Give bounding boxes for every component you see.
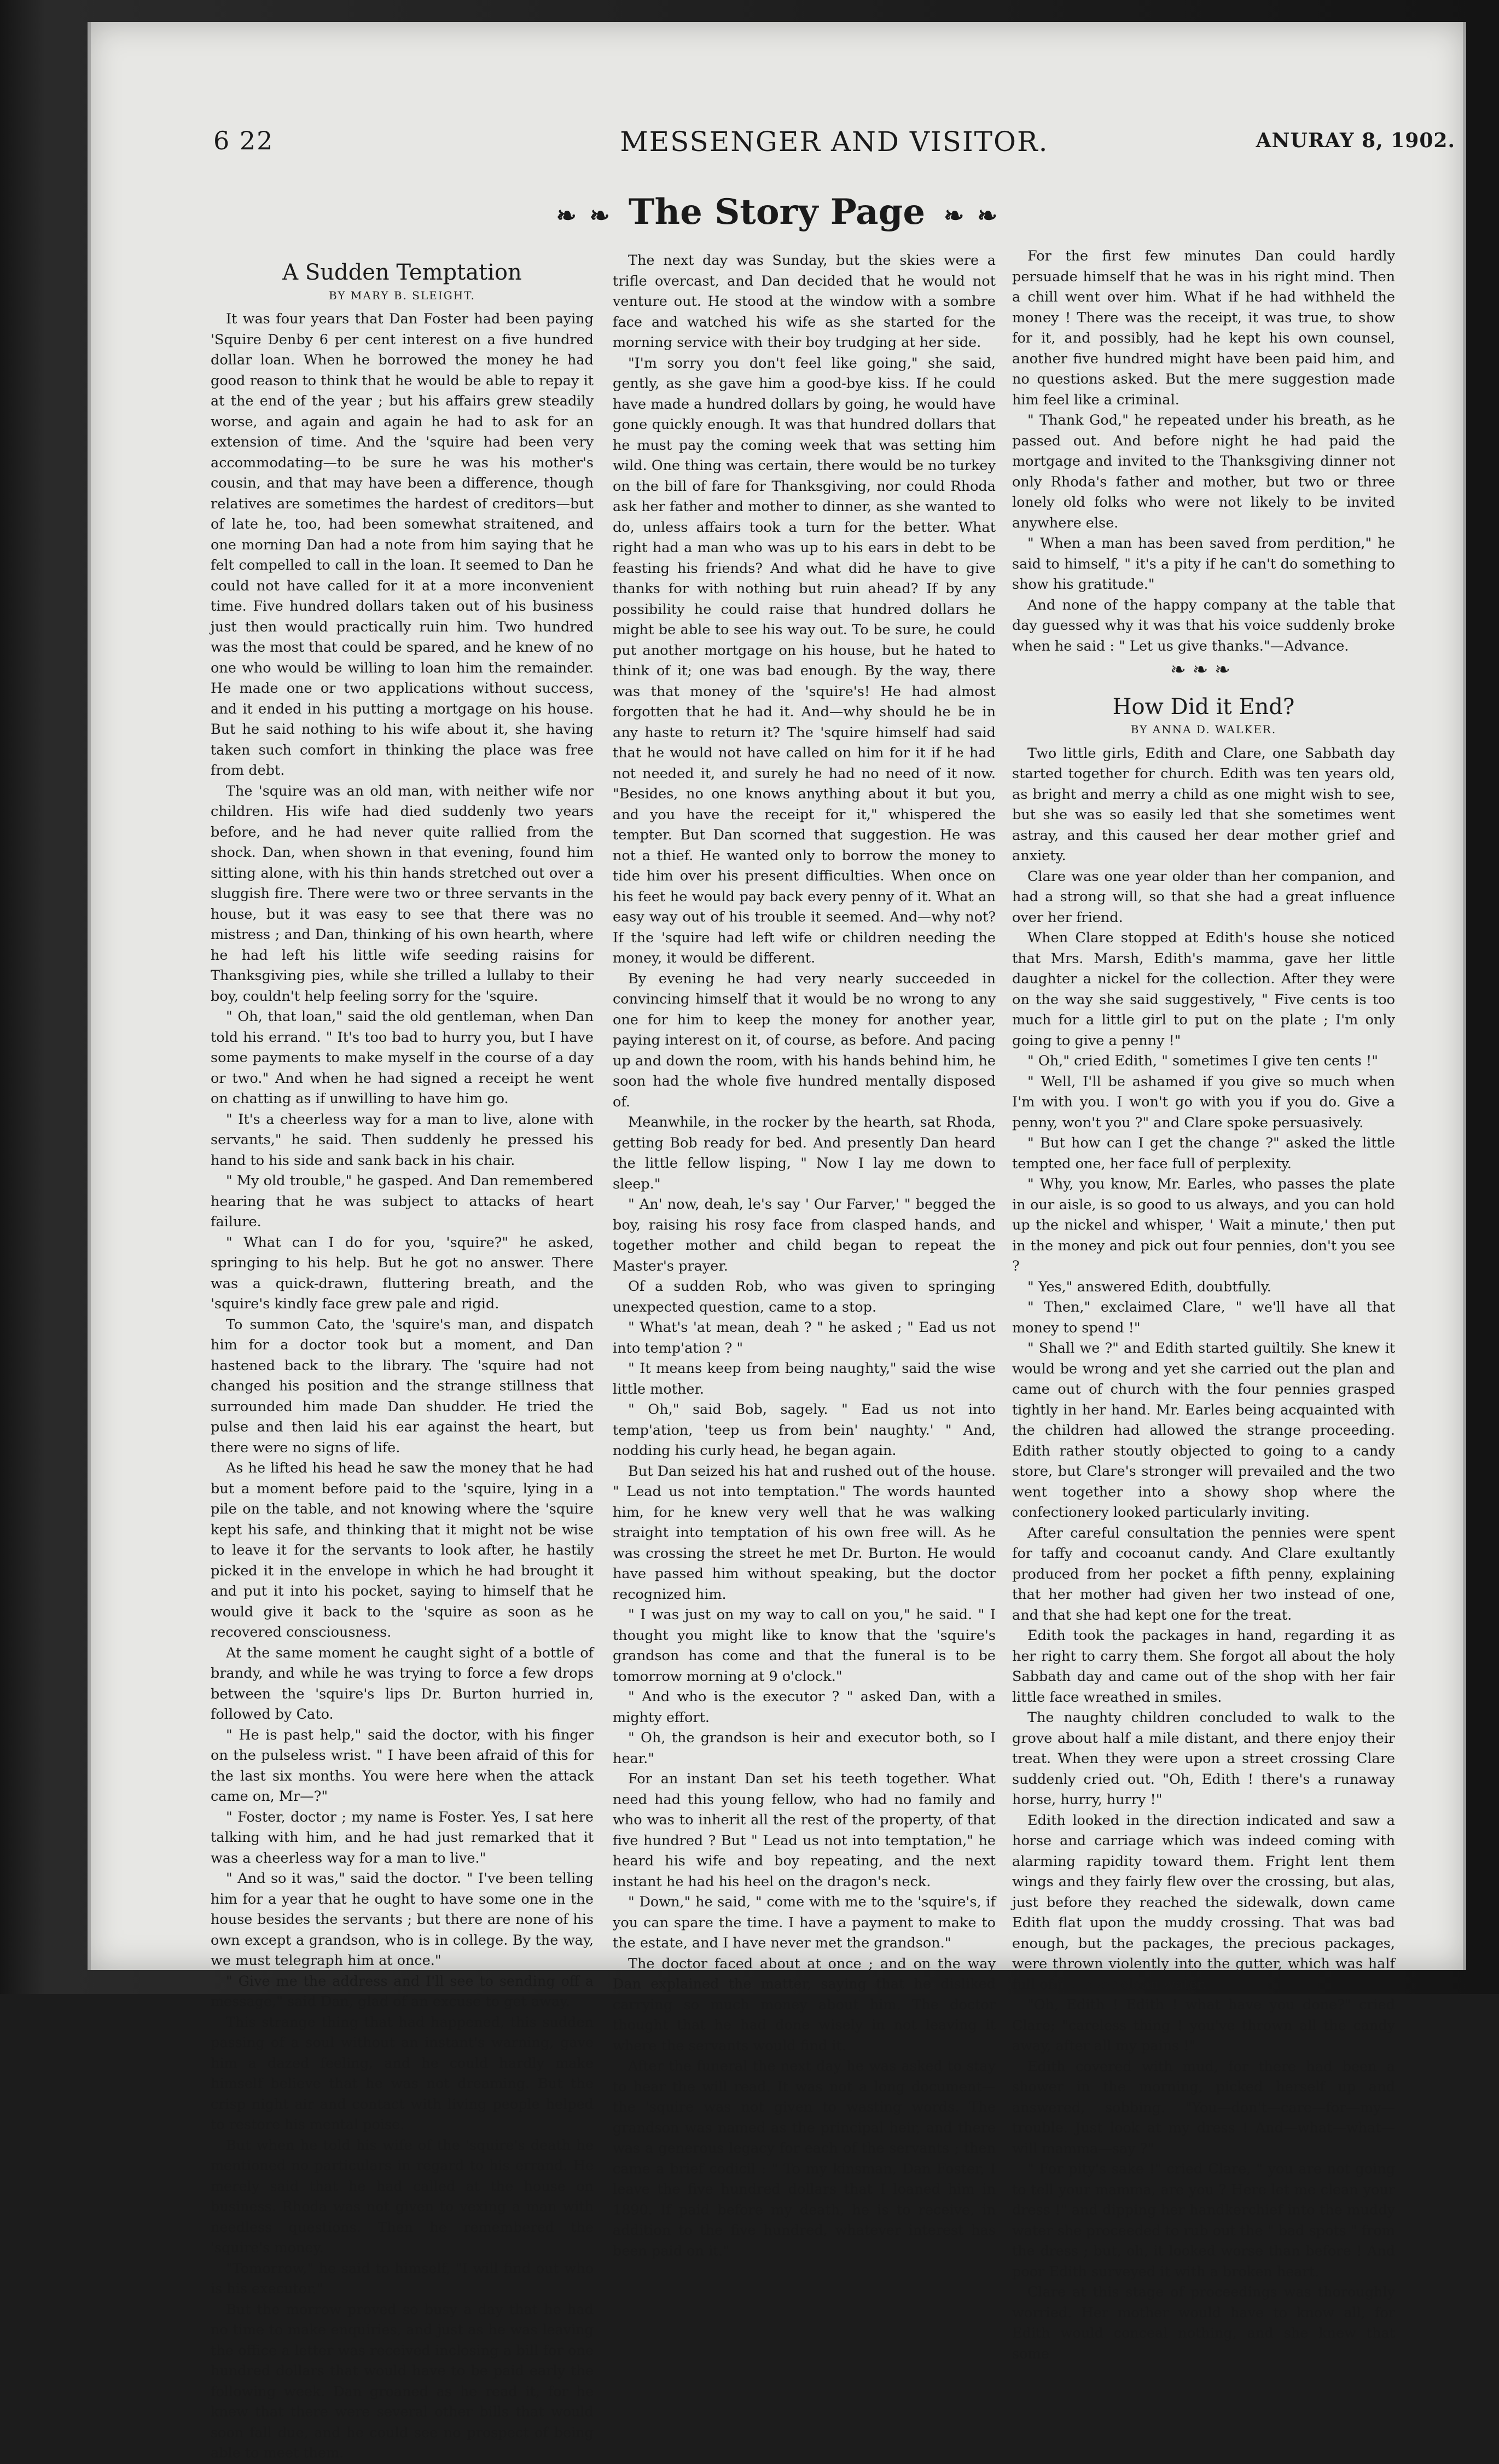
paragraph: The 'squire was an old man, with neither wife nor children. His wife had died suddenly two years before, and he had never quite rallied from the shock. Dan, when shown in that evening, found him sitting alone, with his thin hands stretched out over a sluggish fire. There were two or three servants in the house, but it was easy to see that there was no mistress ; and Dan, thinking of his own hearth, where he had left his little wife seeding raisins for Thanksgiving pies, while she trilled a lullaby to their boy, couldn't help feeling sorry for the 'squire. — [211, 782, 594, 1005]
paragraph: " It means keep from being naughty," said the wise little mother. — [613, 1360, 996, 1398]
story-byline: BY ANNA D. WALKER. — [1130, 723, 1277, 736]
page-number: 6 22 — [213, 126, 274, 155]
paragraph: By evening he had very nearly succeeded in convincing himself that it would be no wrong to any one for him to keep the money for another year, paying interest on it, of course, as before. And pacing up and down the room, with his hands behind him, he soon had the whole five hundred mentally disposed of. — [613, 970, 996, 1110]
paragraph: " Why, you know, Mr. Earles, who passes the plate in our aisle, is so good to us always, and you can hold up the nickel and whisper, ' Wait a minute,' then put in the money and pick out four pennies, don't you see ? — [1012, 1176, 1395, 1274]
paragraph: " But how can I get the change ?" asked the little tempted one, her face full of perplexity. — [1012, 1135, 1395, 1172]
ornament-icon: ❧ — [589, 202, 610, 230]
story-title: How Did it End? — [1112, 694, 1295, 720]
paragraph: After careful consultation the pennies were spent for taffy and cocoanut candy. And Clare exultantly produced from her pocket a fifth penny, explaining that her mother had given her two instead of one, and that she had kept one for the treat. — [1012, 1524, 1395, 1624]
paragraph: " An' now, deah, le's say ' Our Farver,' " begged the boy, raising his rosy face from clasped hands, and together mother and child began to repeat the Master's prayer. — [613, 1196, 996, 1274]
ornament-icon: ❧ — [1215, 659, 1237, 681]
paragraph: Clare at this stage of proceedings was thoroughly worried. Her mother would have to know all, for Edith would conceal nothing, and she knew that some — [1012, 2284, 1395, 2362]
ornament-icon: ❧ — [977, 202, 998, 230]
paragraph: For an instant Dan set his teeth together. What need had this young fellow, who had no family and who was to inherit all the rest of the property, of that five hundred ? But " Lead us not into temptation," he heard his wife and boy repeating, and the next instant he had his heel on the dragon's neck. — [613, 1771, 996, 1890]
paragraph: " And who is the executor ? " asked Dan, with a mighty effort. — [613, 1689, 996, 1726]
paragraph: " Shall we ?" and Edith started guiltily. She knew it would be wrong and yet she carried out the plan and came out of church with the four pennies grasped tightly in her hand. Mr. Earles being acquainted with the children had allowed the strange proceeding. Edith rather stoutly objected to going to a candy store, but Clare's stronger will prevailed and the two went together into a showy shop where the confectionery looked particularly inviting. — [1012, 1340, 1395, 1521]
newspaper-page — [88, 22, 1466, 2461]
paragraph: " What's 'at mean, deah ? " he asked ; " Ead us not into temp'ation ? " — [613, 1319, 996, 1356]
paragraph: " Yes," answered Edith, doubtfully. — [1027, 1278, 1271, 1295]
paragraph: The naughty children concluded to walk to the grove about half a mile distant, and there enjoy their treat. When they were upon a street crossing Clare suddenly cried out. "Oh, Edith ! there's a runaway horse, hurry, hurry !" — [1012, 1709, 1395, 1808]
story-title: A Sudden Temptation — [282, 260, 522, 285]
paragraph: " Oh," cried Edith, " sometimes I give ten cents !" — [1027, 1053, 1378, 1069]
paragraph: " It's a cheerless way for a man to live, alone with servants," he said. Then suddenly he pressed his hand to his side and sank back in his chair. — [211, 1111, 594, 1169]
paragraph: " Give me the address and I'll see to sending off a message," said Dan, glad of an excuse to get away. — [211, 1973, 594, 2010]
paragraph: " And so it was," said the doctor. " I've been telling him for a year that he ought to have some one in the house besides the servants ; but there are none of his own except a grandson, who is in college. By the way, we must telegraph him at once." — [211, 1870, 594, 1969]
publication-name: MESSENGER AND VISITOR. — [620, 126, 1049, 158]
paragraph: It was four years that Dan Foster had been paying 'Squire Denby 6 per cent interest on a five hundred dollar loan. When he borrowed the money he had good reason to think that he would be able to repay it at the end of the year ; but his affairs grew steadily worse, and again and again he had to ask for an extension of time. And the 'squire had been very accommodating—to be sure he was his mother's cousin, and that may have been a difference, though relatives are sometimes the hardest of creditors—but of late he, too, had been somewhat straitened, and one morning Dan had a note from him saying that he felt compelled to call in the loan. It seemed to Dan he could not have called for it at a more inconvenient time. Five hundred dollars taken out of his business just then would practically ruin him. Two hundred was the most that could be spared, and he knew of no one who would be willing to loan him the remainder. He made one or two applications without success, and it ended in his putting a mortgage on his house. But he said nothing to his wife about it, she having taken such comfort in thinking the place was free from debt. — [211, 311, 594, 779]
paragraph: When Clare stopped at Edith's house she noticed that Mrs. Marsh, Edith's mamma, gave her little daughter a nickel for the collection. After they were on the way she said suggestively, " Five cents is too much for a little girl to put on the plate ; I'm only going to give a penny !" — [1012, 930, 1395, 1049]
paragraph: " Then," exclaimed Clare, " we'll have all that money to spend !" — [1012, 1299, 1395, 1336]
section-title: The Story Page — [628, 192, 926, 233]
paragraph: Edith took the packages in hand, regarding it as her right to carry them. She forgot all about the holy Sabbath day and came out of the shop with her fair little face wreathed in smiles. — [1012, 1627, 1395, 1706]
paragraph: "Tomorrow," he said to himself, "I will find out who is his executor." — [211, 2260, 594, 2297]
paragraph: After the funeral the next day he was asked to stay to hear the will read. It was not a long document—the 'squire was not given to wasting words. The grandson was named as the principal heir, and there was a generous legacy for each of the servants ; then came a brief codicil : " To my kinsman, Dan Foster, I leave the five hundred dollars that I loaned him in 1890. If paid before my death, he is to receive, in addition to the five hundred, whatever interest has been paid on it." — [613, 2058, 996, 2259]
paragraph: The doctor faced about at once ; and on the way Dan explained the matter, saying that he disliked carrying so much money about him. The doctor thought that he had done wisely in not leaving it where the servants would find it. — [613, 1955, 996, 2054]
ornament-icon: ❧ — [556, 202, 577, 230]
story-body — [1012, 744, 1395, 2365]
column-3 — [1012, 246, 1395, 2362]
paragraph: But Dan seized his hat and rushed out of the house. " Lead us not into temptation." The words haunted him, for he knew very well that he was walking straight into temptation of his own free will. As he was crossing the street he met Dr. Burton. He would have passed him without speaking, but the doctor recognized him. — [613, 1463, 996, 1603]
paragraph: Meanwhile, in the rocker by the hearth, sat Rhoda, getting Bob ready for bed. And presently Dan heard the little fellow lisping, " Now I lay me down to sleep." — [613, 1114, 996, 1192]
issue-date: ANURAY 8, 1902. — [1256, 129, 1455, 152]
page-edge-right — [1463, 22, 1466, 1970]
paragraph: " Thank God," he repeated under his breath, as he passed out. And before night he had paid the mortgage and invited to the Thanksgiving dinner not only Rhoda's father and mother, but two or three lonely old folks who were not likely to be invited anywhere else. — [1012, 412, 1395, 531]
paragraph: " He is past help," said the doctor, with his finger on the pulseless wrist. " I have been afraid of this for the last six months. You were here when the attack came on, Mr—?" — [211, 1726, 594, 1805]
paragraph: " Oh, that loan," said the old gentleman, when Dan told his errand. " It's too bad to hurry you, but I have some payments to make myself in the course of a day or two." And when he had signed a receipt he went on chatting as if unwilling to have him go. — [211, 1008, 594, 1107]
paragraph: But the morrow proved so busy a day that he had no time to make enquiries, and just as he was leaving the office a letter was received inclosing a bill for one hundred dollars that would have to be paid early the following week. Dan groaned as he read it, for he knew that there were several other bills that would soon fall due, and he could see no prospect of being able to meet them. — [211, 2301, 594, 2461]
paragraph: " When a man has been saved from perdition," he said to himself, " it's a pity if he can't do something to show his gratitude." — [1012, 535, 1395, 593]
paragraph: For the first few minutes Dan could hardly persuade himself that he was in his right mind. Then a chill went over him. What if he had withheld the money ! There was the receipt, it was true, to show for it, and possibly, had he kept his own counsel, another five hundred might have been paid him, and no questions asked. But the mere suggestion made him feel like a criminal. — [1012, 248, 1395, 408]
paragraph: " Well, I'll be ashamed if you give so much when I'm with you. I won't go with you if you do. Give a penny, won't you ?" and Clare spoke persuasively. — [1012, 1073, 1395, 1131]
paragraph: " For pity's sake !" cried Clare, " you are not going to tell your mamma, are you ? Here let me clean your dress !" and dipping her handkerchief into the muddy water she proceeded to rub out the " bad spots " from the dress ; but, oh, it looked worse than before ! And poor Edith surveyed it with a broken heart. — [1012, 2161, 1395, 2280]
paragraph: Edith covered with mud, for there had been a shower in the morning, picked herself up and answered, sobbing. "You—don't—care—for—my—trouble. Just look at my dress ! And—what—what—will mamma—say ?" — [1012, 2058, 1395, 2157]
paragraph: But when he told his wife of the 'squire's death he mentioned no particulars in regard to his errand. He merely said that he had called at the house on business. Rhoda was not given to vexing a man with needless questions. Then he remembered the 'squire's money. — [211, 2137, 594, 2256]
paragraph: " What can I do for you, 'squire?" he asked, springing to his help. But he got no answer. There was a quick-drawn, fluttering breath, and the 'squire's kindly face grew pale and rigid. — [211, 1234, 594, 1312]
ornament-icon: ❧ — [1192, 659, 1215, 681]
paragraph: Two little girls, Edith and Clare, one Sabbath day started together for church. Edith was ten years old, as bright and merry a child as one might wish to see, but she was so easily led that she sometimes went astray, and this caused her dear mother grief and anxiety. — [1012, 745, 1395, 864]
ornament-icon: ❧ — [944, 202, 965, 230]
paragraph: The next day was Sunday, but the skies were a trifle overcast, and Dan decided that he would not venture out. He stood at the window with a sombre face and watched his wife as she started for the morning service with their boy trudging at her side. — [613, 252, 996, 351]
paragraph: "I'm sorry you don't feel like going," she said, gently, as she gave him a good-bye kiss. If he could have made a hundred dollars by going, he would have gone quickly enough. It was that hundred dollars that he must pay the coming week that was setting him wild. One thing was certain, there would be no turkey on the bill of fare for Thanksgiving, nor could Rhoda ask her father and mother to dinner, as she wanted to do, unless affairs took a turn for the better. What right had a man who was up to his ears in debt to be feasting his friends? And what did he have to give thanks for with nothing but ruin ahead? If by any possibility he could raise that hundred dollars he might be able to see his way out. To be sure, he could put another mortgage on his house, but he hated to think of it; one was bad enough. By the way, there was that money of the 'squire's! He had almost forgotten that he had it. And—why should he be in any haste to return it? The 'squire himself had said that he would not have called on him for it if he had not needed it, and surely he had no need of it now. "Besides, no one knows anything about it but you, and you have the receipt for it," whispered the tempter. But Dan scorned that suggestion. He was not a thief. He wanted only to borrow the money to tide him over his present difficulties. When once on his feet he would pay back every penny of it. What an easy way out of his trouble it seemed. And—why not? If the 'squire had left wife or children needing the money, it would be different. — [613, 355, 996, 966]
paragraph: To summon Cato, the 'squire's man, and dispatch him for a doctor took but a moment, and Dan hastened back to the library. The 'squire had not changed his position and the strange stillness that surrounded him made Dan shudder. He tried the pulse and then laid his ear against the heart, but there were no signs of life. — [211, 1316, 594, 1456]
paragraph: " My old trouble," he gasped. And Dan remembered hearing that he was subject to attacks of heart failure. — [211, 1173, 594, 1230]
column-1 — [211, 257, 594, 2461]
paragraph: Edith looked in the direction indicated and saw a horse and carriage which was indeed coming with alarming rapidity toward them. Fright lent them wings and they fairly flew over the crossing, but alas, just before they reached the sidewalk, down came Edith flat upon the muddy crossing. That was bad enough, but the packages, the precious packages, were thrown violently into the gutter, which was half full of not over-clean water. — [1012, 1812, 1395, 1993]
paragraph: At the same moment he caught sight of a bottle of brandy, and while he was trying to force a few drops between the 'squire's lips Dr. Burton hurried in, followed by Cato. — [211, 1644, 594, 1723]
page-header — [213, 126, 1455, 170]
ornament-icon: ❧ — [1170, 659, 1193, 681]
paragraph: " Oh," said Bob, sagely. " Ead us not into temp'ation, 'teep us from bein' naughty.' " And, nodding his curly head, he began again. — [613, 1401, 996, 1459]
section-heading — [88, 192, 1466, 233]
paragraph: "Oh, Edith ! Edith ! what have you done?" cried Clare; "careless thing ! you've thrown all the candy away, after all my pains !" — [1012, 1997, 1395, 2054]
story-body — [211, 309, 594, 2464]
story-body-continued — [613, 251, 996, 2262]
paragraph: " Down," he said, " come with me to the 'squire's, if you can spare the time. I have a payment to make to the estate, and I have never met the grandson." — [613, 1894, 996, 1951]
story-byline: BY MARY B. SLEIGHT. — [329, 288, 475, 302]
page-edge-left — [88, 22, 91, 1970]
column-2 — [613, 251, 996, 2259]
story-body-end — [1012, 246, 1395, 657]
story-separator — [1012, 660, 1395, 681]
paragraph: As he lifted his head he saw the money that he had but a moment before paid to the 'squire, lying in a pile on the table, and not knowing where the 'squire kept his safe, and thinking that it might not be wise to leave it for the servants to look after, he hastily picked it in the envelope in which he had brought it and put it into his pocket, saying to himself that he would give it back to the 'squire as soon as he recovered consciousness. — [211, 1460, 594, 1640]
paragraph: " I was just on my way to call on you," he said. " I thought you might like to know that the 'squire's grandson has come and that the funeral is to be tomorrow morning at 9 o'clock." — [613, 1607, 996, 1685]
paragraph: " Oh, the grandson is heir and executor both, so I hear." — [613, 1730, 996, 1767]
paragraph: And none of the happy company at the table that day guessed why it was that his voice suddenly broke when he said : " Let us give thanks."—Advance. — [1012, 596, 1395, 654]
paragraph: Clare was one year older than her companion, and had a strong will, so that she had a great influence over her friend. — [1012, 868, 1395, 926]
paragraph: This strange thing that had happened, this sudden passing of a soul without an instant's warning, gave him a dazed feeling, and he could hardly make himself believe that he was not dreaming. But the crisp night air and contact with living people helped to restore his mental poise. — [211, 2014, 594, 2133]
paragraph: " Foster, doctor ; my name is Foster. Yes, I sat here talking with him, and he had just remarked that it was a cheerless way for a man to live." — [211, 1808, 594, 1866]
paragraph: Of a sudden Rob, who was given to springing unexpected question, came to a stop. — [613, 1278, 996, 1315]
